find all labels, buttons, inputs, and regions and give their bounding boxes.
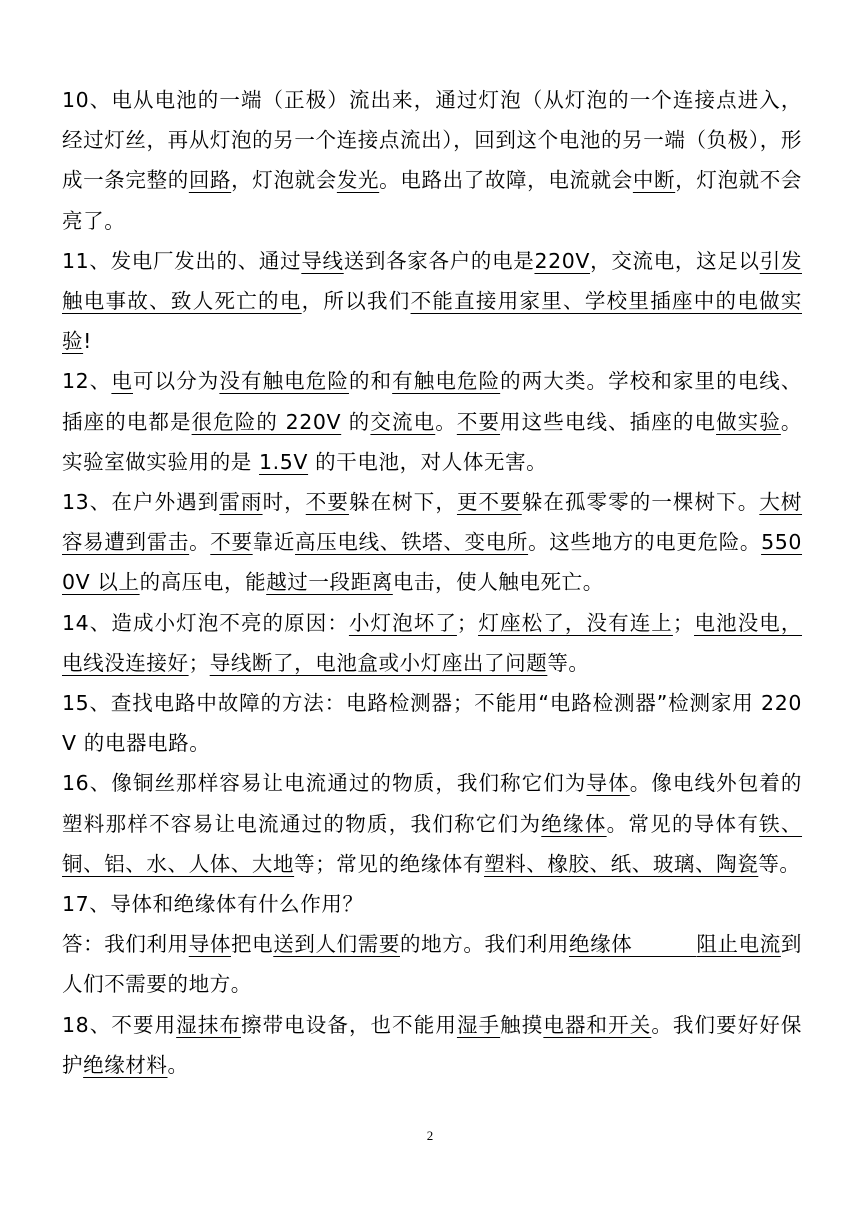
text-run: 等；常见的绝缘体有 — [294, 851, 485, 876]
text-run: 15、查找电路中故障的方法：电路检测器；不能用“电路检测器”检测家用 220V 的电器电路。 — [62, 691, 802, 756]
underlined-text: 引发触电事故、致人死亡的电 — [62, 248, 802, 314]
underlined-text: 不要 — [210, 530, 253, 555]
text-run: 电击，使人触电死亡。 — [392, 570, 604, 595]
text-run: 13、在户外遇到 — [62, 490, 220, 515]
text-run: 把电 — [231, 932, 274, 957]
text-run: 靠近 — [252, 530, 296, 555]
text-run: 躲在孤零零的一棵树下。 — [521, 490, 760, 515]
text-run: 。 — [167, 1052, 189, 1077]
text-run: 。实验室做实验用的是 — [62, 409, 802, 474]
underlined-text: 塑料、橡胶、纸、玻璃、陶瓷 — [484, 851, 759, 876]
text-run: 时， — [262, 490, 306, 515]
blank-underline — [632, 955, 696, 957]
text-run: ，灯泡就不会亮了。 — [62, 168, 803, 233]
text-run: 擦带电设备，也不能用 — [240, 1012, 457, 1037]
underlined-text: 发光 — [336, 168, 380, 193]
text-run: 的 — [341, 409, 371, 434]
text-run: 。 — [189, 530, 211, 555]
paragraph-item-15 — [62, 683, 802, 763]
text-run: 送到各家各户的电是 — [343, 248, 535, 273]
paragraph-item-11 — [62, 241, 802, 362]
text-run: 的和 — [348, 369, 393, 394]
document-body — [62, 80, 802, 1085]
underlined-text: 小灯泡坏了 — [348, 610, 457, 635]
underlined-text: 不能直接用家里、学校里插座中的电做实验 — [62, 289, 802, 354]
underlined-text: 大树容易遭到雷击 — [62, 490, 803, 555]
underlined-text: 越过一段距离 — [266, 570, 393, 595]
text-run: 到人们不需要的地方。 — [62, 932, 802, 997]
underlined-text: 做实验 — [716, 409, 781, 434]
underlined-text: 铁、铜、铝、水、人体、大地 — [62, 811, 803, 876]
text-run: 11、发电厂发出的、通过 — [62, 248, 302, 273]
text-run: 的两大类。学校和家里的电线、插座的电都是 — [62, 369, 803, 434]
paragraph-item-17-question — [62, 884, 802, 924]
text-run: ，交流电，这足以 — [590, 248, 760, 273]
underlined-text: 导体 — [586, 771, 630, 796]
text-run: 。电路出了故障，电流就会 — [379, 168, 633, 193]
underlined-text: 导体 — [188, 932, 231, 957]
text-run: 用这些电线、插座的电 — [500, 409, 717, 434]
underlined-text: 有触电危险 — [392, 369, 501, 394]
paragraph-item-14 — [62, 603, 802, 683]
paragraph-item-12 — [62, 361, 802, 482]
text-run: 18、不要用 — [62, 1012, 177, 1037]
underlined-text: 交流电 — [370, 409, 436, 434]
text-run: 17、导体和绝缘体有什么作用？ — [62, 892, 364, 917]
underlined-text: 雷雨 — [219, 490, 263, 515]
underlined-text: 绝缘材料 — [83, 1052, 168, 1077]
text-run: 14、造成小灯泡不亮的原因： — [62, 610, 349, 635]
underlined-text: 导线 — [301, 248, 344, 273]
text-run: 。这些地方的电更危险。 — [528, 530, 762, 555]
text-run: ； — [456, 610, 479, 635]
underlined-text: 绝缘体 — [568, 932, 633, 957]
text-run: ! — [83, 329, 92, 354]
text-run: 躲在树下， — [348, 490, 457, 515]
underlined-text: 电器和开关 — [543, 1012, 652, 1037]
text-run: 。 — [435, 409, 457, 434]
text-run: 。常见的导体有 — [606, 811, 760, 836]
underlined-text: 中断 — [632, 168, 676, 193]
text-run: 的地方。我们利用 — [400, 932, 569, 957]
text-run: 等。 — [758, 851, 801, 876]
underlined-text: 更不要 — [456, 490, 522, 515]
underlined-text: 很危险的 220V — [191, 409, 342, 434]
underlined-text: 湿抹布 — [176, 1012, 241, 1037]
paragraph-item-17-answer — [62, 924, 802, 1004]
underlined-text: 送到人们需要 — [273, 932, 400, 957]
underlined-text: 灯座松了，没有连上 — [478, 610, 673, 635]
underlined-text: 回路 — [188, 168, 232, 193]
underlined-text: 电 — [111, 369, 133, 394]
underlined-text: 阻止电流 — [696, 932, 781, 957]
text-run: ，所以我们 — [301, 289, 411, 314]
text-run: 。我们要好好保护 — [62, 1012, 803, 1077]
underlined-text: 不要 — [305, 490, 349, 515]
text-run: 的高压电，能 — [139, 570, 267, 595]
underlined-text: 220V — [534, 248, 591, 273]
text-run: 10、电从电池的一端（正极）流出来，通过灯泡（从灯泡的一个连接点进入，经过灯丝，再从灯泡的另一个连接点流出），回到这个电池的另一端（负极），形成一条完整的 — [62, 88, 802, 193]
underlined-text: 不要 — [456, 409, 501, 434]
paragraph-item-16 — [62, 763, 802, 884]
underlined-text: 导线断了，电池盒或小灯座出了问题 — [209, 650, 548, 675]
text-run: 12、 — [62, 369, 112, 394]
text-run: ； — [188, 650, 210, 675]
underlined-text: 高压电线、铁塔、变电所 — [295, 530, 529, 555]
text-run: ，灯泡就会 — [231, 168, 337, 193]
text-run: 可以分为 — [133, 369, 220, 394]
underlined-text: 绝缘体 — [541, 811, 607, 836]
underlined-text: 5500V 以上 — [62, 530, 803, 595]
text-run: 答：我们利用 — [62, 932, 189, 957]
page-number: 2 — [426, 1128, 434, 1143]
text-run: 。像电线外包着的塑料那样不容易让电流通过的物质，我们称它们为 — [62, 771, 802, 836]
underlined-text: 1.5V — [259, 449, 309, 474]
text-run: ； — [672, 610, 695, 635]
text-run: 16、像铜丝那样容易让电流通过的物质，我们称它们为 — [62, 771, 587, 796]
underlined-text: 湿手 — [456, 1012, 501, 1037]
underlined-text: 电池没电，电线没连接好 — [62, 610, 802, 675]
underlined-text: 没有触电危险 — [219, 369, 349, 394]
paragraph-item-13 — [62, 482, 802, 603]
paragraph-item-18 — [62, 1005, 802, 1085]
paragraph-item-10 — [62, 80, 802, 241]
text-run: 等。 — [547, 650, 590, 675]
text-run: 的干电池，对人体无害。 — [308, 449, 548, 474]
text-run: 触摸 — [500, 1012, 544, 1037]
